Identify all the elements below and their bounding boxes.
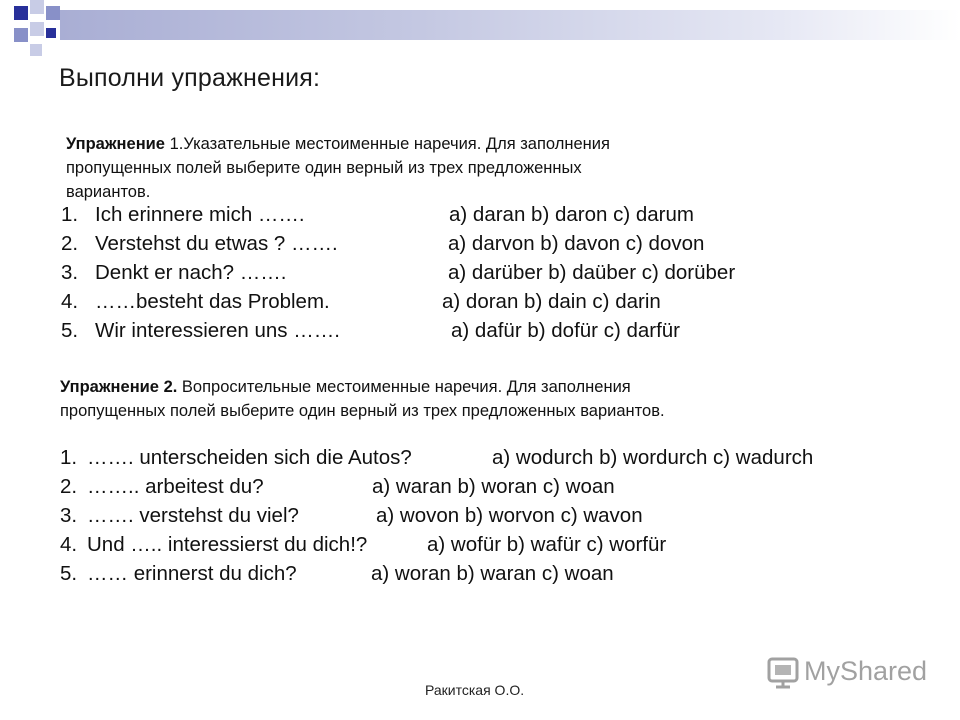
item-question: ……besteht das Problem. xyxy=(95,290,330,313)
item-answers: a) dafür b) dofür c) darfür xyxy=(451,319,681,342)
item-answers: a) daran b) daron c) darum xyxy=(449,203,694,226)
exercise2-desc-line2: пропущенных полей выберите один верный из трех предложенных вариантов. xyxy=(60,402,665,420)
exercise1-desc-line3: вариантов. xyxy=(66,183,151,201)
item-question: ……. unterscheiden sich die Autos? xyxy=(87,446,412,469)
author-name: Ракитская О.О. xyxy=(425,682,525,698)
watermark-text: MyShared xyxy=(804,656,928,686)
item-answers: a) woran b) waran c) woan xyxy=(371,562,614,585)
item-question: ……. verstehst du viel? xyxy=(87,504,299,527)
item-number: 2. xyxy=(61,232,79,255)
item-answers: a) waran b) woran c) woan xyxy=(372,475,615,498)
decor-square-mid xyxy=(46,6,60,20)
item-number: 5. xyxy=(60,562,78,585)
item-question: …….. arbeitest du? xyxy=(87,475,264,498)
item-number: 4. xyxy=(60,533,78,556)
myshared-watermark xyxy=(766,654,926,692)
decor-square-dark xyxy=(14,6,28,20)
item-question: Ich erinnere mich ……. xyxy=(95,203,305,226)
item-question: Und ….. interessierst du dich!? xyxy=(87,533,368,556)
exercise2-label: Упражнение 2. xyxy=(60,378,178,396)
item-answers: a) darüber b) daüber c) dorüber xyxy=(448,261,736,284)
decor-square-light xyxy=(30,0,44,14)
header-gradient-bar xyxy=(60,10,960,40)
exercise2-description xyxy=(60,375,860,423)
slide-title: Выполни упражнения: xyxy=(59,64,321,92)
exercise1-desc-line1: 1.Указательные местоименные наречия. Для заполнения xyxy=(164,135,610,153)
decor-square-light xyxy=(30,22,44,36)
exercise1-label: Упражнение xyxy=(66,135,165,153)
item-answers: a) wodurch b) wordurch c) wadurch xyxy=(492,446,814,469)
item-question: …… erinnerst du dich? xyxy=(87,562,297,585)
item-answers: a) darvon b) davon c) dovon xyxy=(448,232,705,255)
exercise1-description xyxy=(66,132,786,204)
item-answers: a) wovon b) worvon c) wavon xyxy=(376,504,643,527)
item-answers: a) doran b) dain c) darin xyxy=(442,290,661,313)
item-number: 5. xyxy=(61,319,79,342)
item-answers: a) wofür b) wafür c) worfür xyxy=(427,533,667,556)
item-number: 1. xyxy=(61,203,79,226)
decor-square-mid xyxy=(14,28,28,42)
decor-square-light xyxy=(30,44,42,56)
item-question: Verstehst du etwas ? ……. xyxy=(95,232,338,255)
exercise1-desc-line2: пропущенных полей выберите один верный из трех предложенных xyxy=(66,159,582,177)
item-question: Denkt er nach? ……. xyxy=(95,261,287,284)
item-question: Wir interessieren uns ……. xyxy=(95,319,340,342)
presentation-icon xyxy=(766,656,800,690)
item-number: 3. xyxy=(61,261,79,284)
decor-square-dark xyxy=(46,28,56,38)
item-number: 3. xyxy=(60,504,78,527)
item-number: 2. xyxy=(60,475,78,498)
item-number: 4. xyxy=(61,290,79,313)
item-number: 1. xyxy=(60,446,78,469)
exercise2-desc-line1: Вопросительные местоименные наречия. Для заполнения xyxy=(177,378,631,396)
header-decoration xyxy=(0,0,960,60)
